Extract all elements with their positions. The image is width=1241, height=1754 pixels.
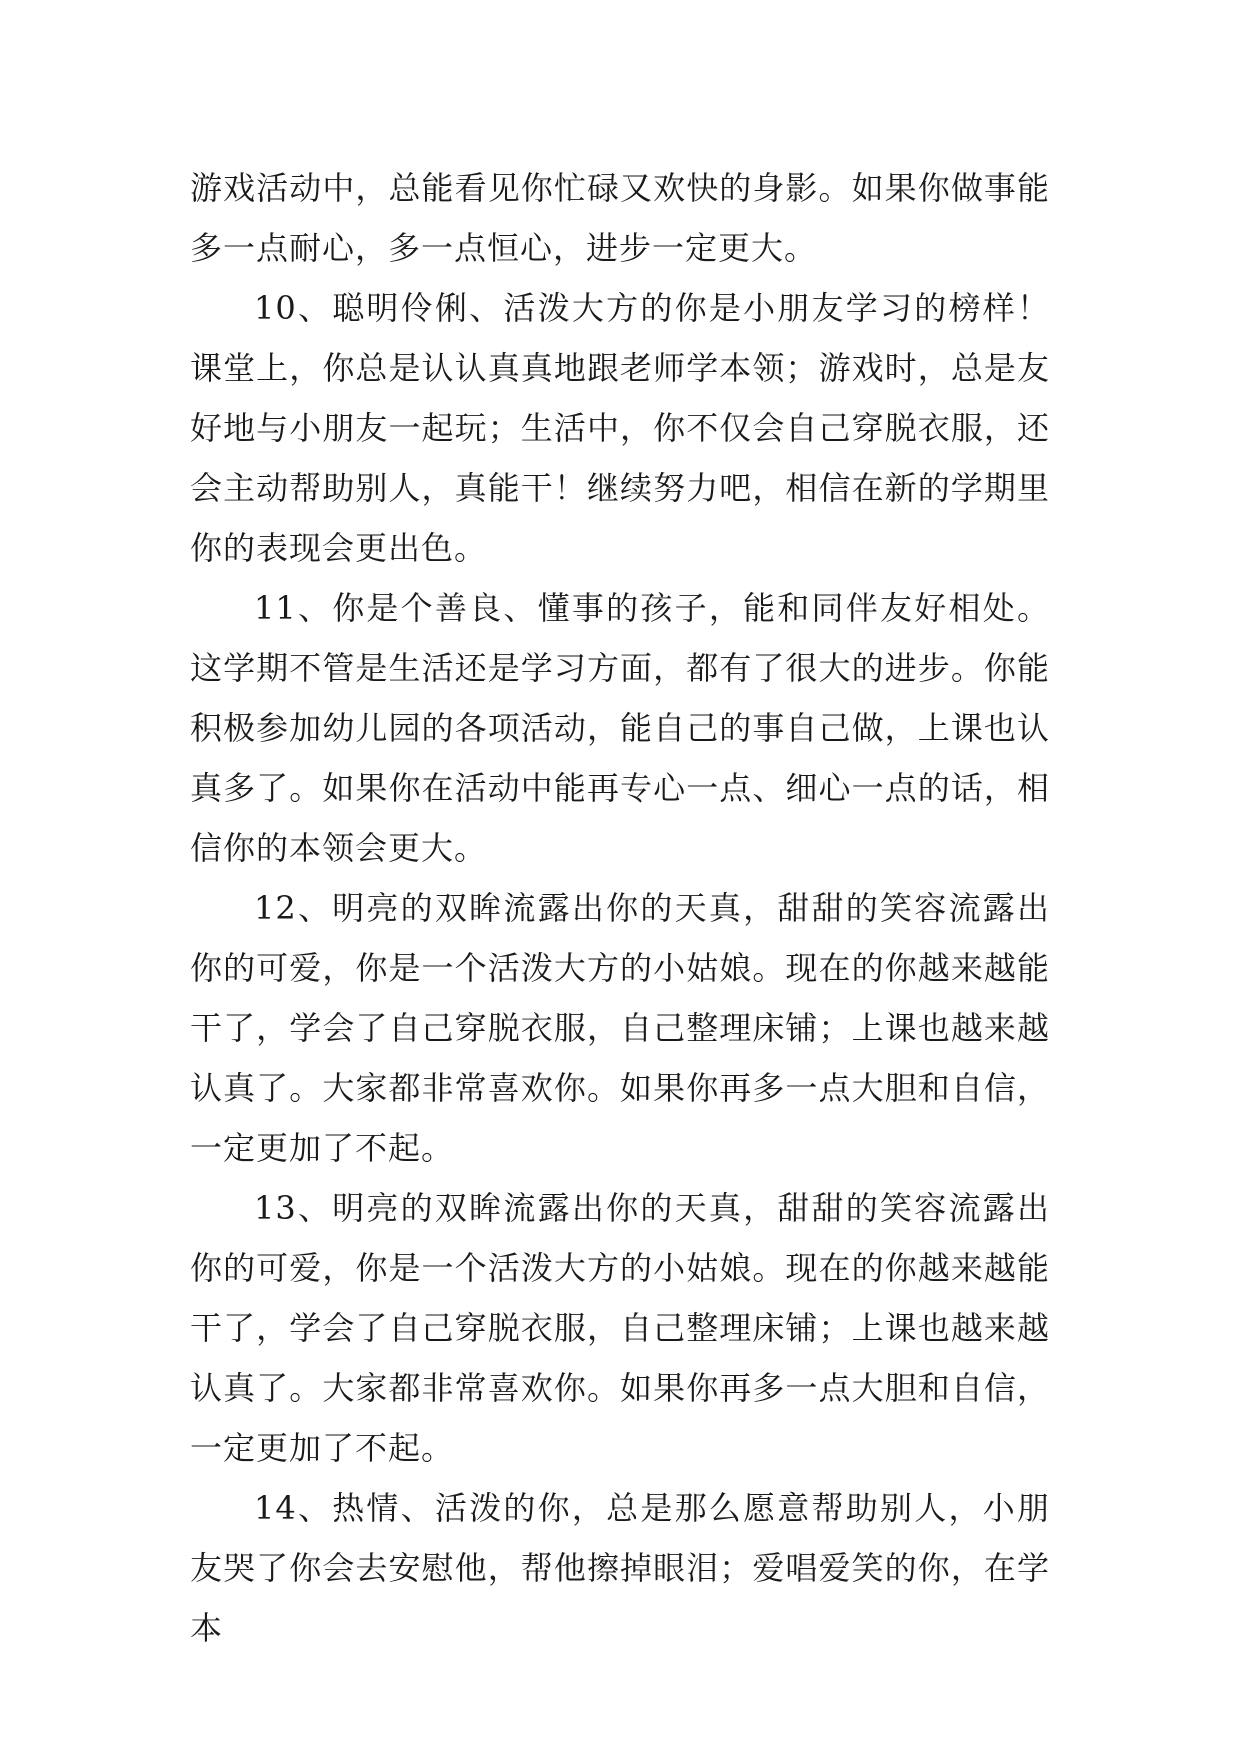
paragraph-item-12: 12、明亮的双眸流露出你的天真，甜甜的笑容流露出你的可爱，你是一个活泼大方的小姑娘。现在的你越来越能干了，学会了自己穿脱衣服，自己整理床铺；上课也越来越认真了。大家都非常喜欢你。如果你再多一点大胆和自信，一定更加了不起。 xyxy=(190,889,1050,1167)
paragraph-item-11: 11、你是个善良、懂事的孩子，能和同伴友好相处。这学期不管是生活还是学习方面，都有了很大的进步。你能积极参加幼儿园的各项活动，能自己的事自己做，上课也认真多了。如果你在活动中能再专心一点、细心一点的话，相信你的本领会更大。 xyxy=(190,589,1050,867)
paragraph-item-10: 10、聪明伶俐、活泼大方的你是小朋友学习的榜样！课堂上，你总是认认真真地跟老师学本领；游戏时，总是友好地与小朋友一起玩；生活中，你不仅会自己穿脱衣服，还会主动帮助别人，真能干！继续努力吧，相信在新的学期里你的表现会更出色。 xyxy=(190,289,1050,567)
paragraph-item-14: 14、热情、活泼的你，总是那么愿意帮助别人，小朋友哭了你会去安慰他，帮他擦掉眼泪；爱唱爱笑的你，在学本 xyxy=(190,1489,1050,1647)
paragraph-continuation: 游戏活动中，总能看见你忙碌又欢快的身影。如果你做事能多一点耐心，多一点恒心，进步一定更大。 xyxy=(190,169,1050,267)
paragraph-item-13: 13、明亮的双眸流露出你的天真，甜甜的笑容流露出你的可爱，你是一个活泼大方的小姑娘。现在的你越来越能干了，学会了自己穿脱衣服，自己整理床铺；上课也越来越认真了。大家都非常喜欢你。如果你再多一点大胆和自信，一定更加了不起。 xyxy=(190,1189,1050,1467)
document-page xyxy=(190,158,1050,1658)
